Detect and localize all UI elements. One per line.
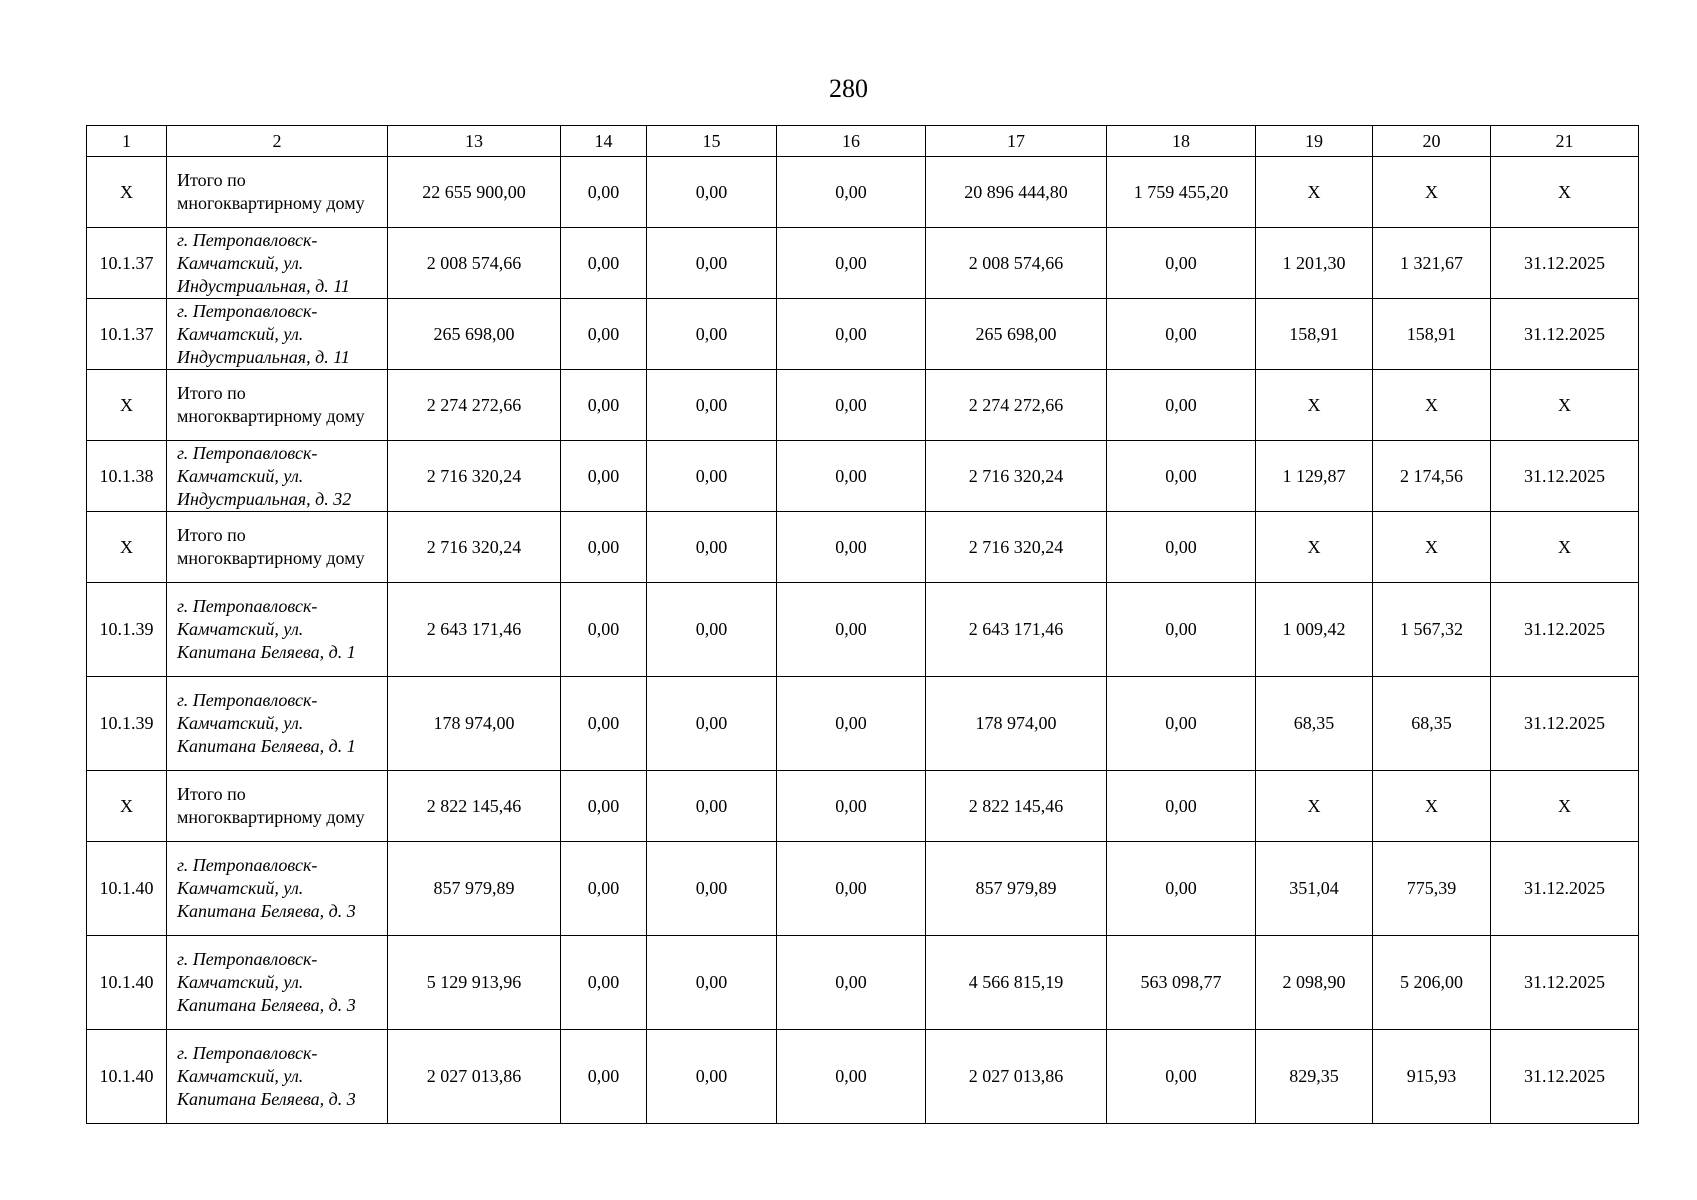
cell-col14: 0,00 [561,370,647,441]
cell-address: г. Петропавловск-Камчатский, ул. Индустриальная, д. 32 [167,441,388,512]
cell-col20: 915,93 [1373,1030,1491,1124]
cell-col15: 0,00 [647,441,777,512]
header-row [87,126,1639,157]
cell-col13: 5 129 913,96 [388,936,561,1030]
column-header: 17 [926,126,1107,157]
cell-col17: 265 698,00 [926,299,1107,370]
cell-col15: 0,00 [647,512,777,583]
cell-col14: 0,00 [561,842,647,936]
column-header: 1 [87,126,167,157]
cell-number: Х [87,771,167,842]
cell-col21: Х [1491,771,1639,842]
cell-col15: 0,00 [647,936,777,1030]
cell-col19: Х [1256,512,1373,583]
cell-col14: 0,00 [561,157,647,228]
cell-col19: 158,91 [1256,299,1373,370]
cell-col14: 0,00 [561,583,647,677]
table-row [87,228,1639,299]
cell-col16: 0,00 [777,842,926,936]
cell-col15: 0,00 [647,677,777,771]
cell-col13: 857 979,89 [388,842,561,936]
cell-col20: 5 206,00 [1373,936,1491,1030]
cell-col20: 158,91 [1373,299,1491,370]
cell-col21: Х [1491,157,1639,228]
page-number: 280 [829,74,868,103]
cell-col18: 563 098,77 [1107,936,1256,1030]
cell-col21: 31.12.2025 [1491,936,1639,1030]
table-row [87,1030,1639,1124]
column-header: 2 [167,126,388,157]
cell-col21: 31.12.2025 [1491,842,1639,936]
cell-number: Х [87,370,167,441]
column-header: 15 [647,126,777,157]
cell-col18: 0,00 [1107,512,1256,583]
column-header: 14 [561,126,647,157]
cell-col14: 0,00 [561,677,647,771]
cell-address: г. Петропавловск-Камчатский, ул. Капитана Беляева, д. 1 [167,677,388,771]
cell-col20: 1 321,67 [1373,228,1491,299]
cell-col20: Х [1373,157,1491,228]
cell-col20: Х [1373,370,1491,441]
cell-number: 10.1.40 [87,936,167,1030]
table-row-total [87,512,1639,583]
cell-col16: 0,00 [777,228,926,299]
cell-number: 10.1.37 [87,299,167,370]
cell-col20: 775,39 [1373,842,1491,936]
cell-col18: 0,00 [1107,441,1256,512]
cell-col15: 0,00 [647,299,777,370]
cell-address: Итого по многоквартирному дому [167,512,388,583]
cell-col17: 20 896 444,80 [926,157,1107,228]
cell-col16: 0,00 [777,771,926,842]
cell-col18: 0,00 [1107,228,1256,299]
cell-col17: 178 974,00 [926,677,1107,771]
cell-col18: 0,00 [1107,1030,1256,1124]
cell-number: 10.1.37 [87,228,167,299]
cell-col13: 2 008 574,66 [388,228,561,299]
cell-col18: 0,00 [1107,370,1256,441]
cell-col21: 31.12.2025 [1491,441,1639,512]
cell-number: 10.1.40 [87,842,167,936]
cell-col21: Х [1491,512,1639,583]
cell-col20: Х [1373,771,1491,842]
cell-col16: 0,00 [777,936,926,1030]
cell-col17: 2 822 145,46 [926,771,1107,842]
cell-col15: 0,00 [647,157,777,228]
table-row [87,842,1639,936]
cell-address: г. Петропавловск-Камчатский, ул. Индустриальная, д. 11 [167,299,388,370]
cell-col15: 0,00 [647,583,777,677]
cell-col13: 2 027 013,86 [388,1030,561,1124]
cell-col14: 0,00 [561,936,647,1030]
cell-col16: 0,00 [777,583,926,677]
cell-col15: 0,00 [647,1030,777,1124]
cell-col21: 31.12.2025 [1491,1030,1639,1124]
cell-col14: 0,00 [561,771,647,842]
cell-number: 10.1.38 [87,441,167,512]
cell-address: г. Петропавловск-Камчатский, ул. Капитана Беляева, д. 1 [167,583,388,677]
cell-col20: Х [1373,512,1491,583]
cell-col13: 2 643 171,46 [388,583,561,677]
cell-col21: 31.12.2025 [1491,299,1639,370]
cell-col15: 0,00 [647,771,777,842]
table-row [87,677,1639,771]
cell-col14: 0,00 [561,1030,647,1124]
cell-col13: 178 974,00 [388,677,561,771]
cell-col14: 0,00 [561,512,647,583]
cell-col18: 0,00 [1107,771,1256,842]
cell-col15: 0,00 [647,228,777,299]
cell-number: 10.1.39 [87,583,167,677]
cell-col19: 1 009,42 [1256,583,1373,677]
cell-col20: 68,35 [1373,677,1491,771]
table-row [87,441,1639,512]
column-header: 19 [1256,126,1373,157]
cell-address: г. Петропавловск-Камчатский, ул. Капитана Беляева, д. 3 [167,936,388,1030]
cell-col13: 2 274 272,66 [388,370,561,441]
cell-col21: 31.12.2025 [1491,677,1639,771]
cell-col21: Х [1491,370,1639,441]
table-row [87,299,1639,370]
cell-col13: 2 716 320,24 [388,441,561,512]
cell-col16: 0,00 [777,1030,926,1124]
cell-col19: 829,35 [1256,1030,1373,1124]
table-row [87,583,1639,677]
cell-address: г. Петропавловск-Камчатский, ул. Капитана Беляева, д. 3 [167,842,388,936]
cell-col21: 31.12.2025 [1491,228,1639,299]
cell-col18: 0,00 [1107,842,1256,936]
cell-col13: 2 716 320,24 [388,512,561,583]
cell-col18: 0,00 [1107,583,1256,677]
cell-col14: 0,00 [561,228,647,299]
cell-col20: 1 567,32 [1373,583,1491,677]
cell-address: г. Петропавловск-Камчатский, ул. Индустриальная, д. 11 [167,228,388,299]
column-header: 20 [1373,126,1491,157]
cell-number: Х [87,157,167,228]
cell-col15: 0,00 [647,842,777,936]
cell-col17: 857 979,89 [926,842,1107,936]
cell-col16: 0,00 [777,441,926,512]
cell-col19: Х [1256,771,1373,842]
cell-col17: 2 274 272,66 [926,370,1107,441]
cell-col17: 2 716 320,24 [926,441,1107,512]
cell-col16: 0,00 [777,512,926,583]
cell-col15: 0,00 [647,370,777,441]
cell-col19: Х [1256,370,1373,441]
cell-number: Х [87,512,167,583]
column-header: 18 [1107,126,1256,157]
cell-col18: 0,00 [1107,299,1256,370]
cell-col14: 0,00 [561,299,647,370]
cell-col20: 2 174,56 [1373,441,1491,512]
data-table [86,125,1639,1124]
cell-col17: 2 027 013,86 [926,1030,1107,1124]
cell-address: Итого по многоквартирному дому [167,157,388,228]
cell-address: г. Петропавловск-Камчатский, ул. Капитана Беляева, д. 3 [167,1030,388,1124]
cell-number: 10.1.39 [87,677,167,771]
cell-col13: 265 698,00 [388,299,561,370]
cell-col16: 0,00 [777,299,926,370]
cell-col17: 2 716 320,24 [926,512,1107,583]
column-header: 16 [777,126,926,157]
cell-col16: 0,00 [777,677,926,771]
table-row-total [87,157,1639,228]
cell-col19: Х [1256,157,1373,228]
cell-col13: 2 822 145,46 [388,771,561,842]
table-row-total [87,771,1639,842]
cell-col16: 0,00 [777,157,926,228]
cell-col21: 31.12.2025 [1491,583,1639,677]
cell-col17: 2 008 574,66 [926,228,1107,299]
cell-col13: 22 655 900,00 [388,157,561,228]
cell-address: Итого по многоквартирному дому [167,771,388,842]
cell-col14: 0,00 [561,441,647,512]
cell-col19: 1 129,87 [1256,441,1373,512]
table-row [87,936,1639,1030]
cell-col19: 1 201,30 [1256,228,1373,299]
cell-number: 10.1.40 [87,1030,167,1124]
table-row-total [87,370,1639,441]
cell-col17: 4 566 815,19 [926,936,1107,1030]
cell-col19: 68,35 [1256,677,1373,771]
cell-col17: 2 643 171,46 [926,583,1107,677]
cell-col18: 1 759 455,20 [1107,157,1256,228]
cell-address: Итого по многоквартирному дому [167,370,388,441]
column-header: 21 [1491,126,1639,157]
cell-col19: 351,04 [1256,842,1373,936]
column-header: 13 [388,126,561,157]
cell-col18: 0,00 [1107,677,1256,771]
cell-col16: 0,00 [777,370,926,441]
cell-col19: 2 098,90 [1256,936,1373,1030]
